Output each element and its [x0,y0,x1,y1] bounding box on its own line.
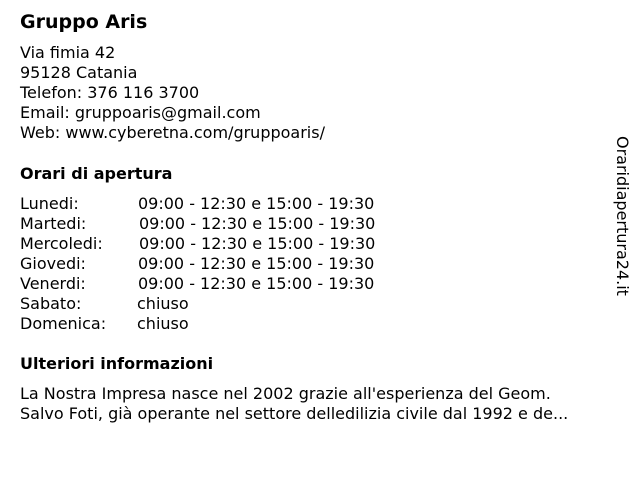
day-label: Lunedi: [20,194,79,213]
day-hours: chiuso [137,314,189,333]
address-street: Via fimia 42 [20,43,116,62]
day-hours: 09:00 - 12:30 e 15:00 - 19:30 [139,214,376,233]
day-hours: chiuso [137,294,189,313]
day-label: Venerdi: [20,274,86,293]
opening-hours-heading: Orari di apertura [20,164,173,183]
day-label: Sabato: [20,294,82,313]
site-watermark: Oraridiapertura24.it [613,136,632,296]
day-hours: 09:00 - 12:30 e 15:00 - 19:30 [138,274,375,293]
additional-info-heading: Ulteriori informazioni [20,354,214,373]
phone-number[interactable]: Telefon: 376 116 3700 [20,83,200,102]
business-name: Gruppo Aris [20,11,148,33]
day-label: Martedi: [20,214,87,233]
website-link[interactable]: Web: www.cyberetna.com/gruppoaris/ [20,123,325,142]
day-hours: 09:00 - 12:30 e 15:00 - 19:30 [138,194,375,213]
info-line: Salvo Foti, già operante nel settore delledilizia civile dal 1992 e de... [20,404,569,423]
day-hours: 09:00 - 12:30 e 15:00 - 19:30 [139,234,376,253]
address-city: 95128 Catania [20,63,138,82]
info-line: La Nostra Impresa nasce nel 2002 grazie all'esperienza del Geom. [20,384,551,403]
additional-info-text [20,384,630,424]
day-label: Giovedi: [20,254,86,273]
day-hours: 09:00 - 12:30 e 15:00 - 19:30 [138,254,375,273]
email-address[interactable]: Email: gruppoaris@gmail.com [20,103,261,122]
contact-block [20,43,325,143]
day-label: Domenica: [20,314,107,333]
day-label: Mercoledi: [20,234,103,253]
